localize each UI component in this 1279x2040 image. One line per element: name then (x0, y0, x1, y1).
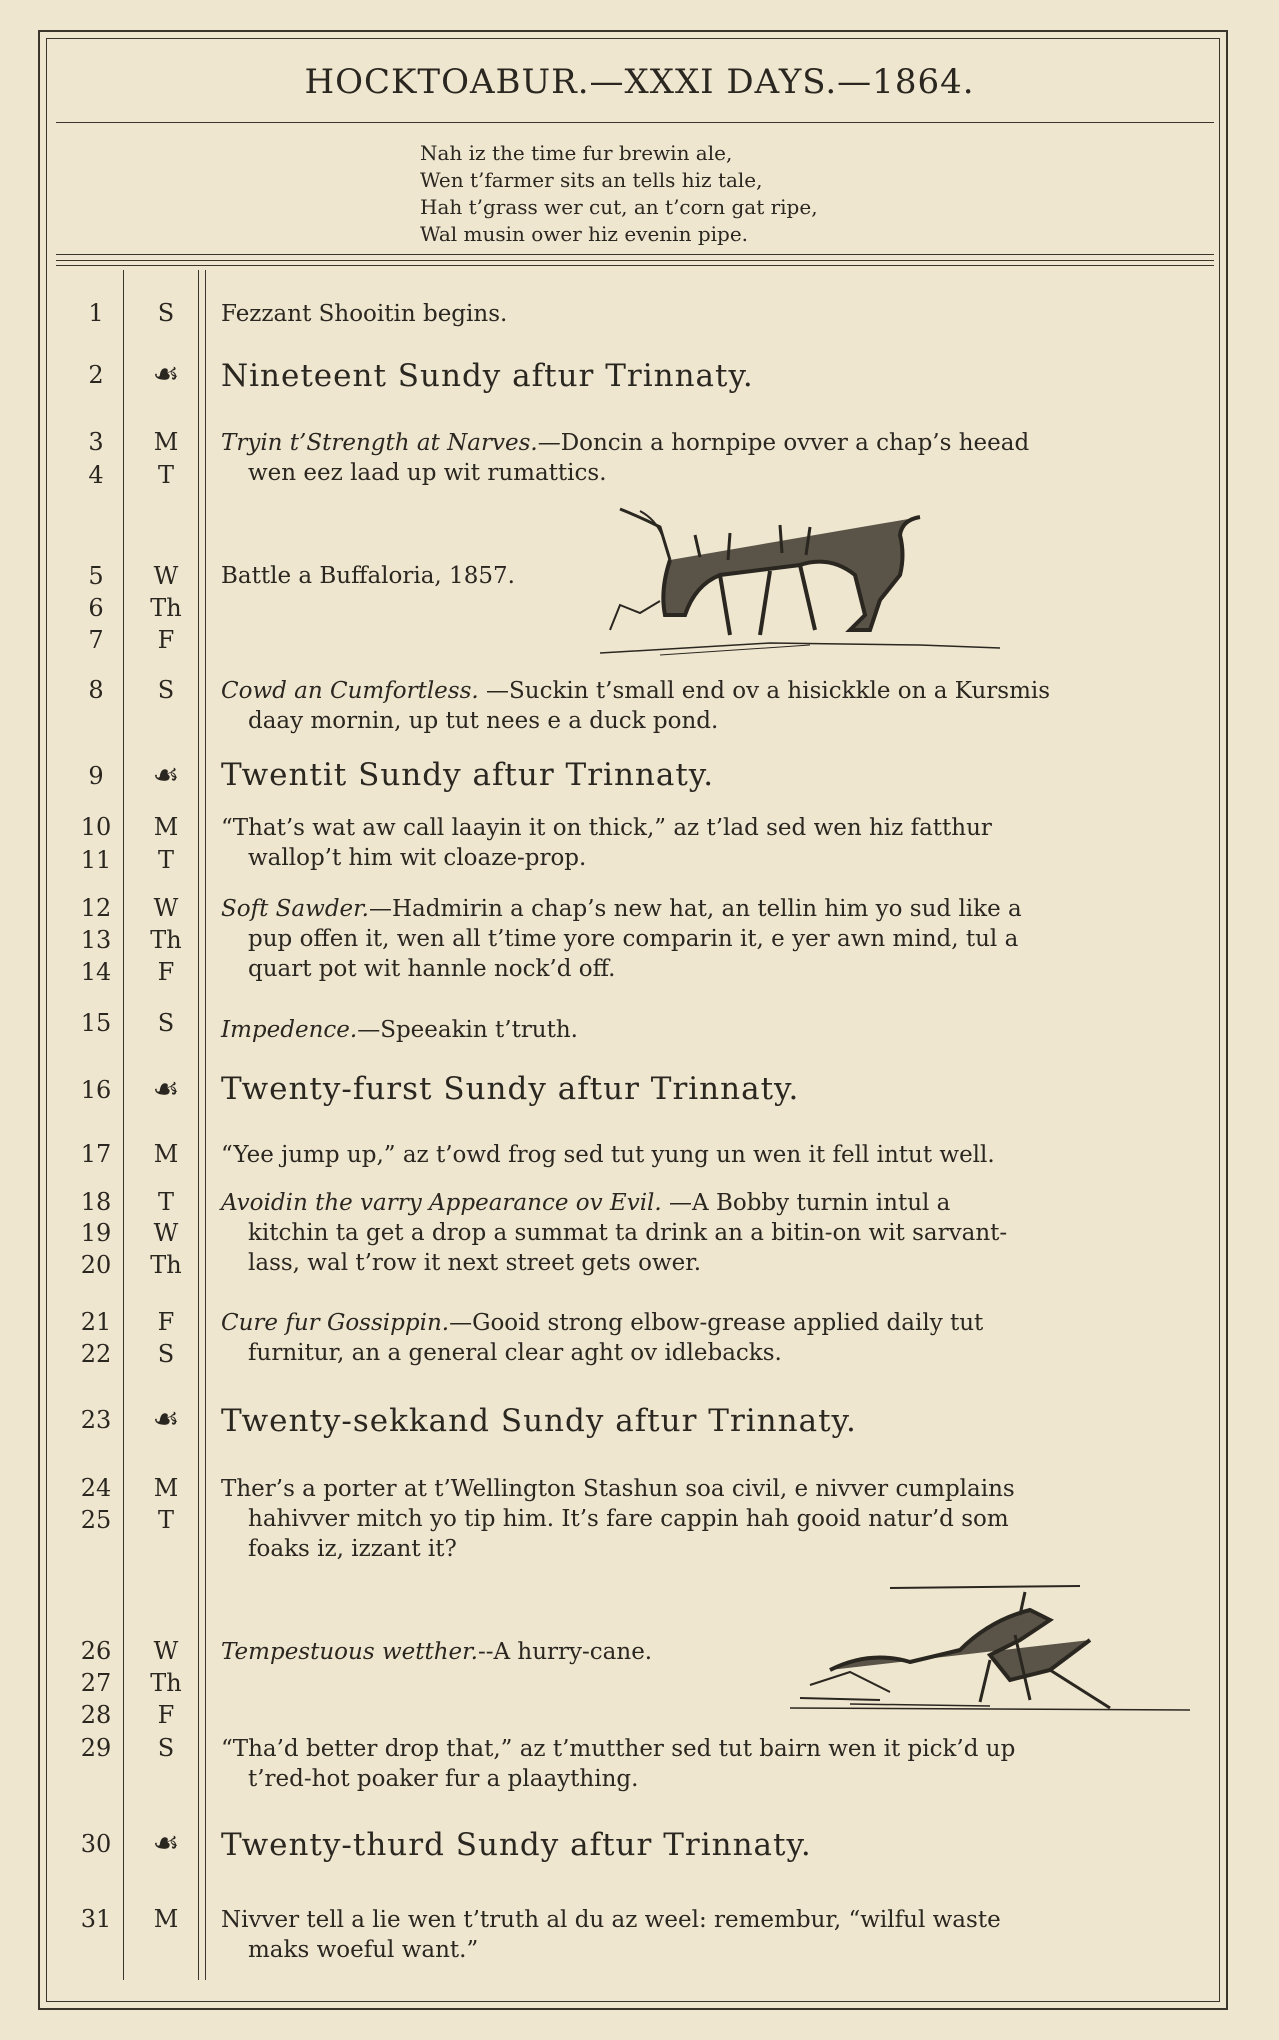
sunday-heading: Twentit Sundy aftur Trinnaty. (221, 757, 715, 793)
day-of-week: F (157, 1701, 175, 1729)
day-number: 22 (80, 1340, 112, 1368)
day-number: 28 (80, 1701, 112, 1729)
entry-title: Tempestuous wetther. (221, 1639, 478, 1665)
day-number: 17 (80, 1140, 112, 1168)
day-of-week: F (157, 958, 175, 986)
day-of-week: T (157, 461, 174, 489)
day-number: 11 (80, 846, 112, 874)
day-number: 19 (80, 1219, 112, 1247)
day-of-week: M (153, 428, 179, 456)
day-of-week: S (157, 299, 175, 327)
day-number: 24 (80, 1474, 112, 1502)
entry-line: Ther’s a porter at t’Wellington Stashun soa civil, e nivver cumplains (221, 1476, 1015, 1502)
day-of-week: T (157, 1188, 174, 1216)
entry-line: foaks iz, izzant it? (248, 1536, 457, 1562)
verse-line: Wen t’farmer sits an tells hiz tale, (420, 168, 763, 192)
buffalo-illustration (600, 505, 1005, 660)
entry-text (221, 1308, 1251, 1368)
entry-line: Nivver tell a lie wen t’truth al du az weel: remembur, “wilful waste (221, 1907, 1001, 1933)
entry-line: maks woeful want.” (248, 1937, 479, 1963)
entry-title: Avoidin the varry Appearance ov Evil. (221, 1190, 662, 1216)
sunday-mark: ☙ (152, 758, 180, 793)
day-number: 10 (80, 813, 112, 841)
day-number: 16 (80, 1076, 112, 1104)
entry-line: t’red-hot poaker fur a plaaything. (248, 1766, 639, 1792)
day-of-week: W (153, 1219, 179, 1247)
day-of-week: Th (150, 1251, 182, 1279)
day-number: 31 (80, 1905, 112, 1933)
verse-rule-top (56, 254, 1214, 255)
entry-line: wallop’t him wit cloaze-prop. (248, 845, 587, 871)
title-rule (56, 122, 1214, 123)
entry-text (221, 428, 1251, 488)
entry-title: Impedence. (221, 1017, 358, 1043)
day-number: 25 (80, 1506, 112, 1534)
day-number: 2 (88, 361, 104, 389)
day-of-week: S (157, 1009, 175, 1037)
sunday-mark: ☙ (152, 1402, 180, 1437)
day-of-week: M (153, 1474, 179, 1502)
day-number: 12 (80, 894, 112, 922)
entry-line: —Gooid strong elbow-grease applied daily tut (449, 1310, 984, 1336)
entry-title: Soft Sawder. (221, 896, 369, 922)
entry-line: kitchin ta get a drop a summat ta drink an a bitin-on wit sarvant- (248, 1220, 1008, 1246)
entry-line: —A Bobby turnin intul a (661, 1190, 951, 1216)
day-number: 3 (88, 428, 104, 456)
entry-line: —Suckin t’small end ov a hisickkle on a Kursmis (478, 678, 1051, 704)
day-number: 4 (88, 461, 104, 489)
entry-text (221, 676, 1251, 736)
day-of-week: M (153, 1905, 179, 1933)
entry-title: Cure fur Gossippin. (221, 1310, 450, 1336)
day-of-week: T (157, 1506, 174, 1534)
sunday-mark: ☙ (152, 357, 180, 392)
day-number: 14 (80, 958, 112, 986)
day-of-week: W (153, 894, 179, 922)
day-number: 27 (80, 1669, 112, 1697)
day-of-week: Th (150, 926, 182, 954)
day-of-week: T (157, 846, 174, 874)
day-of-week: S (157, 1340, 175, 1368)
entry-text (221, 894, 1251, 984)
entry-line: daay mornin, up tut nees e a duck pond. (248, 708, 719, 734)
sunday-heading: Twenty-thurd Sundy aftur Trinnaty. (221, 1827, 812, 1863)
entry-text (221, 813, 1251, 873)
entry-text: “Yee jump up,” az t’owd frog sed tut yung un wen it fell intut well. (221, 1142, 995, 1168)
day-of-week: W (153, 1637, 179, 1665)
sunday-mark: ☙ (152, 1826, 180, 1861)
verse (420, 140, 818, 248)
entry-line: furnitur, an a general clear aght ov idlebacks. (248, 1340, 782, 1366)
verse-line: Nah iz the time fur brewin ale, (420, 141, 733, 165)
day-number: 23 (80, 1406, 112, 1434)
day-of-week: M (153, 1140, 179, 1168)
entry-line: “Tha’d better drop that,” az t’mutther sed tut bairn wen it pick’d up (221, 1736, 1016, 1762)
day-number: 9 (88, 762, 104, 790)
entry-line: quart pot wit hannle nock’d off. (248, 956, 616, 982)
entry-line: --A hurry-cane. (477, 1639, 653, 1665)
entry-line: hahivver mitch yo tip him. It’s fare cappin hah gooid natur’d som (248, 1506, 1009, 1532)
day-of-week: Th (150, 1669, 182, 1697)
sunday-heading: Nineteent Sundy aftur Trinnaty. (221, 358, 754, 394)
entry-title: Cowd an Cumfortless. (221, 678, 479, 704)
day-number: 30 (80, 1830, 112, 1858)
entry-text (221, 1905, 1251, 1965)
day-number: 7 (88, 626, 104, 654)
day-number: 29 (80, 1734, 112, 1762)
verse-line: Wal musin ower hiz evenin pipe. (420, 222, 749, 246)
day-of-week: M (153, 813, 179, 841)
day-number: 5 (88, 562, 104, 590)
verse-rule-bottom (56, 260, 1214, 261)
day-number: 21 (80, 1308, 112, 1336)
day-number: 20 (80, 1251, 112, 1279)
sunday-mark: ☙ (152, 1072, 180, 1107)
entry-text (221, 1188, 1251, 1278)
entry-title: Tryin t’Strength at Narves. (221, 430, 538, 456)
day-of-week: S (157, 1734, 175, 1762)
entry-line: wen eez laad up wit rumattics. (248, 460, 607, 486)
entry-text: Fezzant Shooitin begins. (221, 301, 508, 327)
day-of-week: F (157, 1308, 175, 1336)
verse-line: Hah t’grass wer cut, an t’corn gat ripe, (420, 195, 818, 219)
day-number: 6 (88, 594, 104, 622)
day-number: 15 (80, 1009, 112, 1037)
entry-line: “That’s wat aw call laayin it on thick,” az t’lad sed wen hiz fatthur (221, 815, 992, 841)
day-of-week: W (153, 562, 179, 590)
entry-line: —Hadmirin a chap’s new hat, an tellin him yo sud like a (368, 896, 1022, 922)
day-of-week: S (157, 676, 175, 704)
day-number: 1 (88, 299, 104, 327)
day-number: 26 (80, 1637, 112, 1665)
sunday-heading: Twenty-furst Sundy aftur Trinnaty. (221, 1071, 800, 1107)
sunday-heading: Twenty-sekkand Sundy aftur Trinnaty. (221, 1403, 857, 1439)
entry-line: —Speeakin t’truth. (357, 1017, 578, 1043)
entry-line: lass, wal t’row it next street gets ower. (248, 1250, 702, 1276)
entry-line: pup offen it, wen all t’time yore comparin it, e yer awn mind, tul a (248, 926, 1019, 952)
day-number: 8 (88, 676, 104, 704)
day-number: 18 (80, 1188, 112, 1216)
entry-text (221, 1734, 1251, 1794)
table-rule (56, 265, 1214, 266)
day-of-week: Th (150, 594, 182, 622)
entry-line: —Doncin a hornpipe ovver a chap’s heead (537, 430, 1030, 456)
day-of-week: F (157, 626, 175, 654)
entry-text (221, 1015, 1251, 1045)
hurricane-illustration (790, 1580, 1195, 1720)
entry-text (221, 1474, 1251, 1564)
page-title: HOCKTOABUR.—XXXI DAYS.—1864. (304, 62, 975, 102)
entry-text: Battle a Buffaloria, 1857. (221, 563, 515, 589)
day-number: 13 (80, 926, 112, 954)
